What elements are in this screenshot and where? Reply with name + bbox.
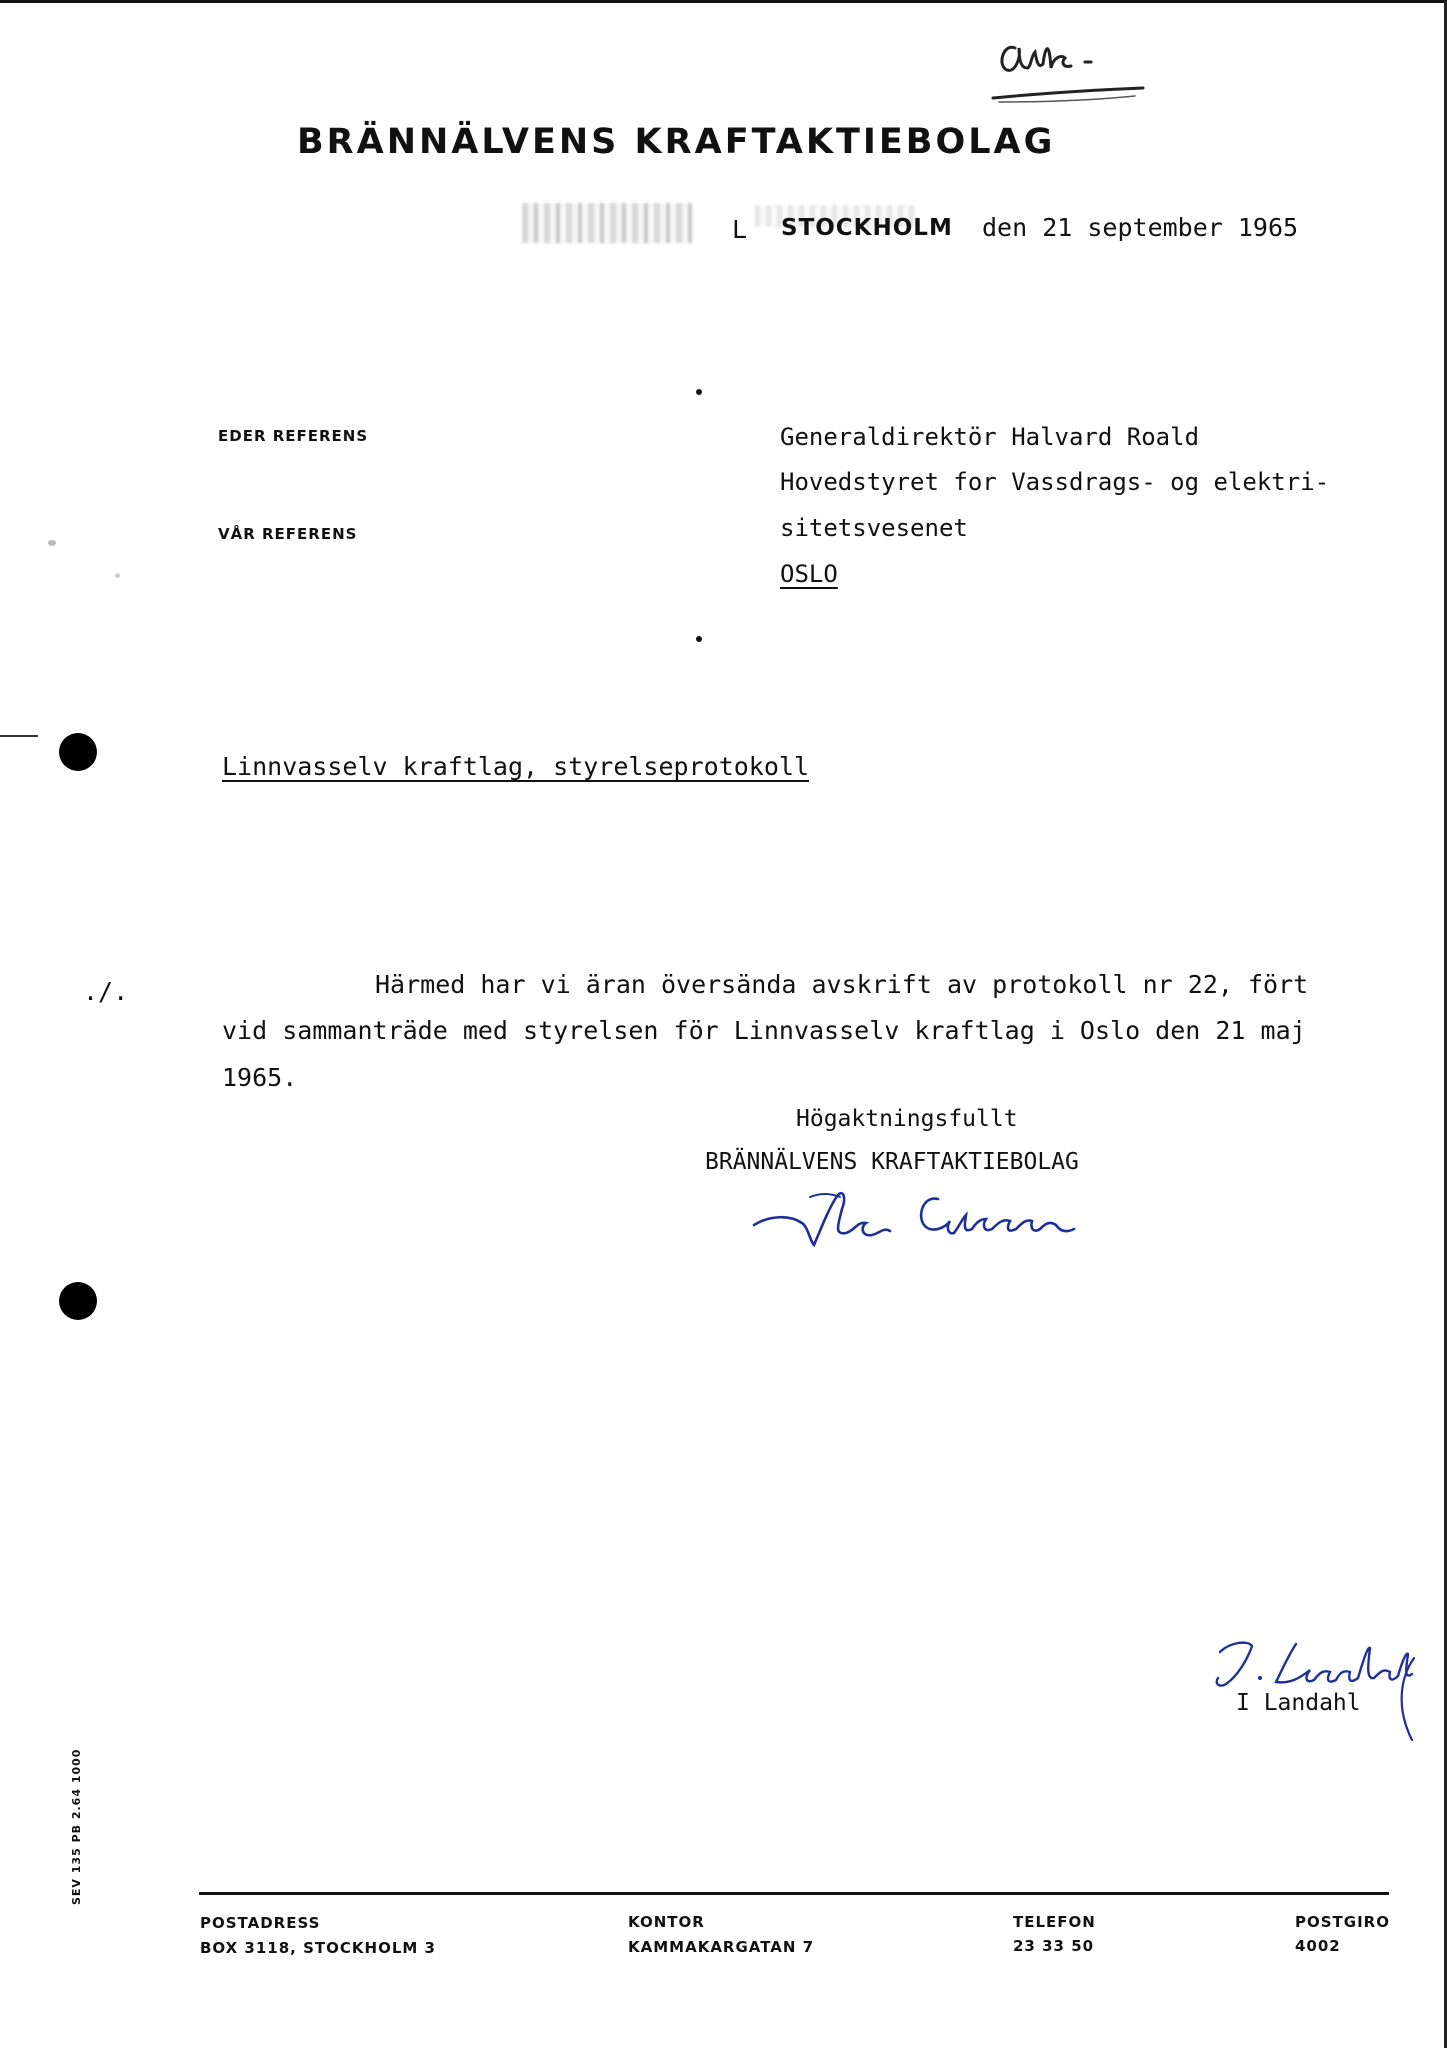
paper-speck bbox=[115, 573, 120, 578]
handwritten-ark-mark bbox=[985, 28, 1155, 108]
recipient-city: OSLO bbox=[780, 560, 838, 588]
stamp-smudge bbox=[522, 203, 692, 243]
form-print-code: SEV 135 PB 2.64 1000 bbox=[70, 1748, 83, 1905]
body-line-3: 1965. bbox=[222, 1063, 298, 1092]
recipient-line-2: Hovedstyret for Vassdrags- og elektri- bbox=[780, 468, 1330, 496]
letter-city: STOCKHOLM bbox=[781, 215, 953, 241]
letter-date: den 21 september 1965 bbox=[982, 213, 1299, 242]
eder-referens-label: EDER REFERENS bbox=[218, 427, 369, 445]
place-prefix: L bbox=[732, 215, 748, 244]
footer-divider bbox=[199, 1892, 1389, 1895]
footer-telefon-value: 23 33 50 bbox=[1013, 1937, 1095, 1955]
recipient-line-3: sitetsvesenet bbox=[780, 514, 968, 542]
paper-speck bbox=[48, 540, 56, 546]
signature-landahl bbox=[1200, 1628, 1430, 1748]
subject-line: Linnvasselv kraftlag, styrelseprotokoll bbox=[222, 752, 809, 781]
signer-name: I Landahl bbox=[1236, 1690, 1361, 1716]
footer-kontor-value: KAMMAKARGATAN 7 bbox=[628, 1938, 815, 1956]
closing-company: BRÄNNÄLVENS KRAFTAKTIEBOLAG bbox=[705, 1149, 1079, 1175]
body-line-2: vid sammanträde med styrelsen för Linnvasselv kraftlag i Oslo den 21 maj bbox=[222, 1016, 1306, 1045]
closing-greeting: Högaktningsfullt bbox=[796, 1106, 1018, 1132]
body-line-1: Härmed har vi äran översända avskrift av protokoll nr 22, fört bbox=[375, 970, 1309, 999]
signature-ole-ericsson bbox=[750, 1175, 1130, 1255]
recipient-line-1: Generaldirektör Halvard Roald bbox=[780, 423, 1200, 451]
company-letterhead: BRÄNNÄLVENS KRAFTAKTIEBOLAG bbox=[297, 122, 1056, 162]
scan-top-edge bbox=[0, 0, 1447, 3]
footer-kontor-label: KONTOR bbox=[628, 1913, 705, 1931]
footer-telefon-label: TELEFON bbox=[1013, 1913, 1096, 1931]
footer-postadress-label: POSTADRESS bbox=[200, 1914, 321, 1932]
punch-hole bbox=[59, 733, 97, 771]
address-window-dot bbox=[696, 389, 702, 395]
attachment-mark: ./. bbox=[83, 977, 129, 1006]
footer-postgiro-value: 4002 bbox=[1295, 1937, 1341, 1955]
fold-mark bbox=[0, 735, 38, 737]
var-referens-label: VÅR REFERENS bbox=[218, 525, 358, 543]
address-window-dot bbox=[696, 636, 702, 642]
footer-postadress-value: BOX 3118, STOCKHOLM 3 bbox=[200, 1939, 436, 1957]
punch-hole bbox=[59, 1282, 97, 1320]
footer-postgiro-label: POSTGIRO bbox=[1295, 1913, 1390, 1931]
